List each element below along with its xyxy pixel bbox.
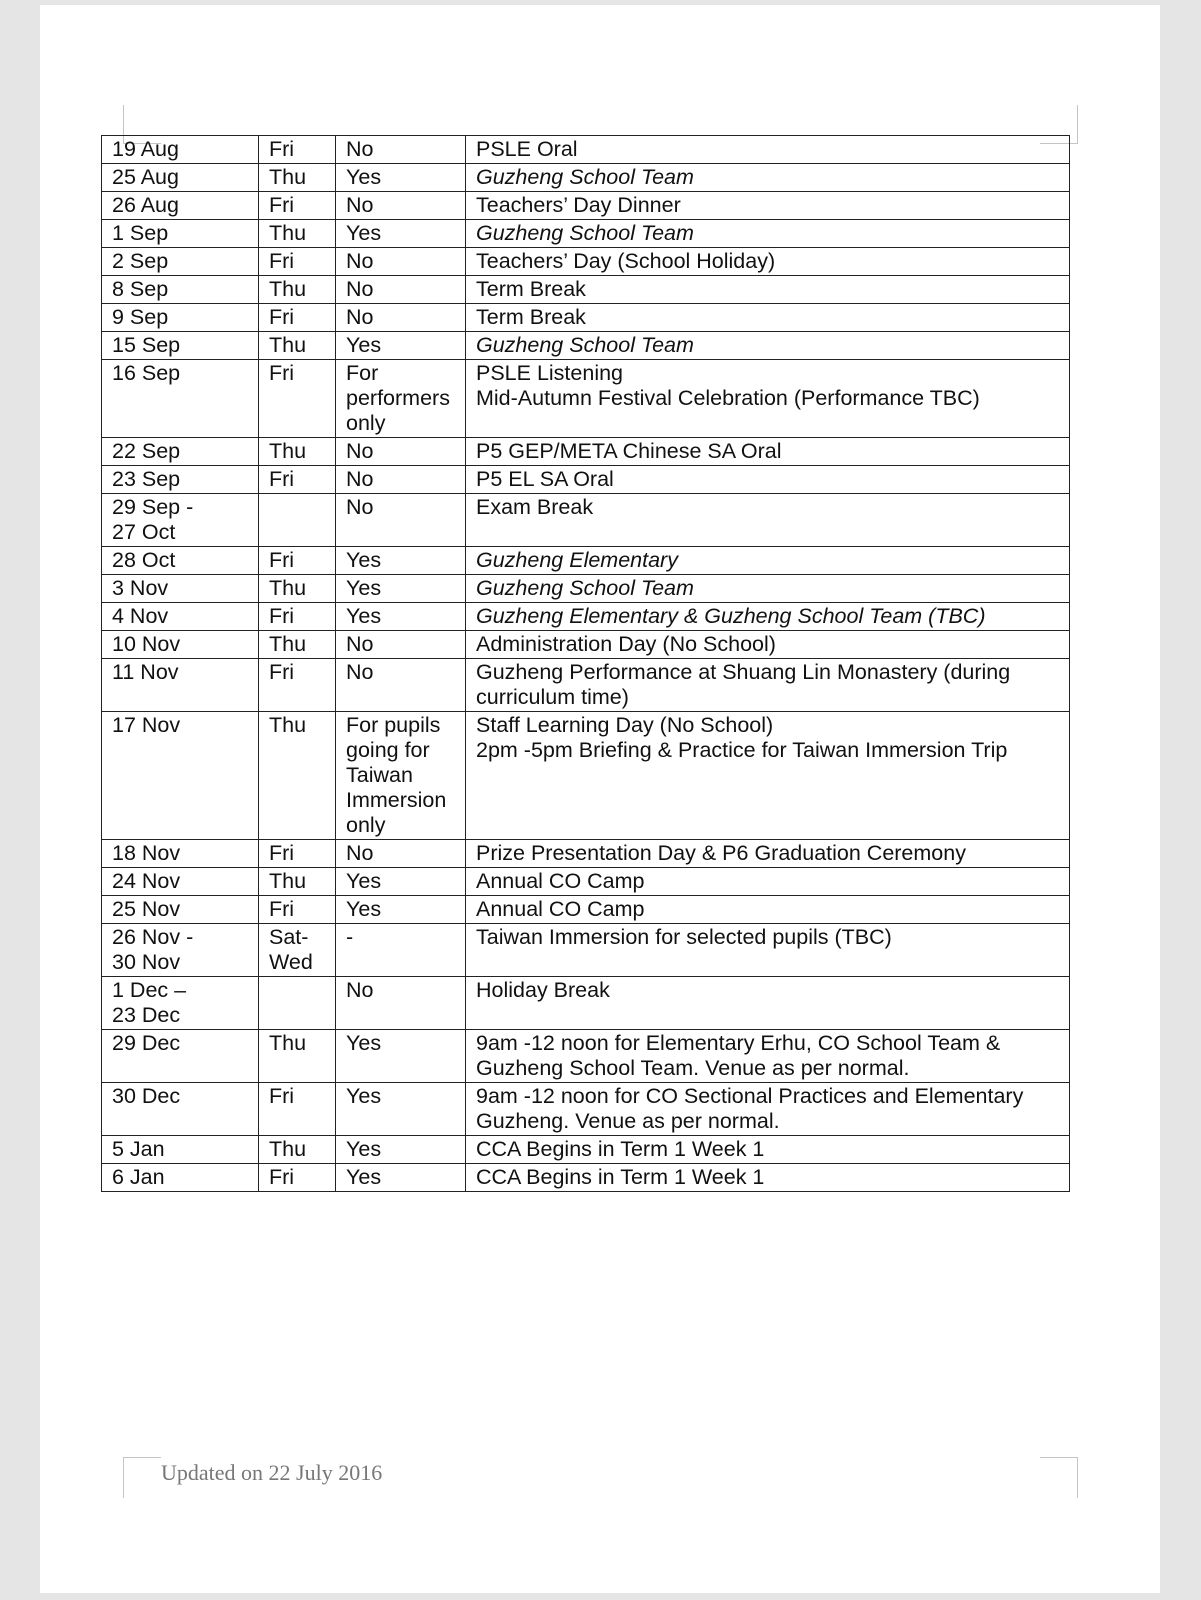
- day-cell: [259, 248, 336, 276]
- table-row: [102, 924, 1070, 977]
- date-cell-line: 16 Sep: [112, 361, 181, 385]
- event-cell-line: 2pm -5pm Briefing & Practice for Taiwan Immersion Trip: [476, 738, 1008, 762]
- date-cell: [102, 659, 259, 712]
- attendance-cell: [336, 438, 466, 466]
- schedule-table: [101, 135, 1070, 1192]
- day-cell: [259, 896, 336, 924]
- table-row: [102, 276, 1070, 304]
- day-cell: [259, 1136, 336, 1164]
- date-cell: [102, 164, 259, 192]
- event-cell-line: Term Break: [476, 305, 586, 329]
- day-cell: [259, 360, 336, 438]
- table-row: [102, 659, 1070, 712]
- attendance-cell: [336, 1164, 466, 1192]
- day-cell: [259, 631, 336, 659]
- event-cell-line: Guzheng. Venue as per normal.: [476, 1109, 780, 1133]
- date-cell-line: 2 Sep: [112, 249, 169, 273]
- day-cell: [259, 840, 336, 868]
- attendance-cell-line: going for: [346, 738, 430, 762]
- table-row: [102, 466, 1070, 494]
- table-row: [102, 332, 1070, 360]
- day-cell-line: Thu: [269, 632, 307, 656]
- date-cell-line: 28 Oct: [112, 548, 176, 572]
- event-cell: [466, 603, 1070, 631]
- event-cell-line: Taiwan Immersion for selected pupils (TBC): [476, 925, 892, 949]
- attendance-cell-line: Yes: [346, 1084, 382, 1108]
- event-cell: [466, 1083, 1070, 1136]
- day-cell-line: Thu: [269, 576, 307, 600]
- event-cell: [466, 659, 1070, 712]
- date-cell-line: 23 Dec: [112, 1003, 181, 1027]
- day-cell: [259, 547, 336, 575]
- day-cell: [259, 977, 336, 1030]
- attendance-cell: [336, 547, 466, 575]
- day-cell: [259, 494, 336, 547]
- date-cell: [102, 1083, 259, 1136]
- attendance-cell: [336, 164, 466, 192]
- date-cell: [102, 438, 259, 466]
- date-cell: [102, 248, 259, 276]
- date-cell: [102, 332, 259, 360]
- event-cell: [466, 977, 1070, 1030]
- attendance-cell: [336, 977, 466, 1030]
- attendance-cell: [336, 868, 466, 896]
- event-cell: [466, 547, 1070, 575]
- event-cell: [466, 712, 1070, 840]
- table-row: [102, 220, 1070, 248]
- table-row: [102, 136, 1070, 164]
- day-cell: [259, 712, 336, 840]
- attendance-cell: [336, 659, 466, 712]
- day-cell: [259, 659, 336, 712]
- day-cell-line: Fri: [269, 193, 295, 217]
- date-cell-line: 19 Aug: [112, 137, 179, 161]
- attendance-cell: [336, 332, 466, 360]
- date-cell-line: 22 Sep: [112, 439, 181, 463]
- attendance-cell-line: No: [346, 841, 374, 865]
- date-cell: [102, 136, 259, 164]
- event-cell: [466, 1164, 1070, 1192]
- event-cell-line: Guzheng School Team: [476, 165, 694, 189]
- event-cell-line: Prize Presentation Day & P6 Graduation Ceremony: [476, 841, 966, 865]
- attendance-cell-line: Yes: [346, 333, 382, 357]
- day-cell-line: Wed: [269, 950, 313, 974]
- event-cell-line: Guzheng School Team: [476, 333, 694, 357]
- event-cell-line: CCA Begins in Term 1 Week 1: [476, 1137, 765, 1161]
- attendance-cell-line: Yes: [346, 604, 382, 628]
- table-row: [102, 1083, 1070, 1136]
- day-cell: [259, 220, 336, 248]
- event-cell-line: Mid-Autumn Festival Celebration (Performance TBC): [476, 386, 980, 410]
- day-cell-line: Fri: [269, 361, 295, 385]
- event-cell-line: Guzheng School Team. Venue as per normal.: [476, 1056, 910, 1080]
- attendance-cell-line: No: [346, 632, 374, 656]
- day-cell: [259, 438, 336, 466]
- event-cell: [466, 1030, 1070, 1083]
- event-cell: [466, 896, 1070, 924]
- attendance-cell: [336, 220, 466, 248]
- attendance-cell-line: Yes: [346, 1031, 382, 1055]
- event-cell: [466, 220, 1070, 248]
- date-cell-line: 11 Nov: [112, 660, 179, 684]
- day-cell-line: Fri: [269, 305, 295, 329]
- day-cell: [259, 1030, 336, 1083]
- day-cell-line: Thu: [269, 333, 307, 357]
- event-cell: [466, 360, 1070, 438]
- attendance-cell-line: No: [346, 660, 374, 684]
- event-cell: [466, 192, 1070, 220]
- event-cell-line: Staff Learning Day (No School): [476, 713, 774, 737]
- day-cell-line: [269, 495, 325, 520]
- day-cell: [259, 466, 336, 494]
- event-cell-line: Term Break: [476, 277, 586, 301]
- event-cell-line: Holiday Break: [476, 978, 610, 1002]
- attendance-cell-line: Taiwan: [346, 763, 413, 787]
- day-cell-line: Thu: [269, 1137, 307, 1161]
- attendance-cell-line: For pupils: [346, 713, 441, 737]
- day-cell: [259, 575, 336, 603]
- day-cell-line: Sat-: [269, 925, 309, 949]
- table-row: [102, 164, 1070, 192]
- attendance-cell-line: For: [346, 361, 379, 385]
- table-row: [102, 896, 1070, 924]
- event-cell: [466, 332, 1070, 360]
- day-cell-line: Thu: [269, 1031, 307, 1055]
- event-cell-line: Annual CO Camp: [476, 897, 645, 921]
- table-row: [102, 248, 1070, 276]
- table-row: [102, 868, 1070, 896]
- table-row: [102, 494, 1070, 547]
- date-cell: [102, 603, 259, 631]
- day-cell: [259, 603, 336, 631]
- day-cell-line: Thu: [269, 713, 307, 737]
- event-cell-line: curriculum time): [476, 685, 629, 709]
- attendance-cell-line: No: [346, 249, 374, 273]
- day-cell: [259, 868, 336, 896]
- table-row: [102, 631, 1070, 659]
- date-cell: [102, 1136, 259, 1164]
- event-cell-line: Teachers’ Day (School Holiday): [476, 249, 776, 273]
- event-cell-line: Administration Day (No School): [476, 632, 776, 656]
- event-cell: [466, 868, 1070, 896]
- day-cell-line: Thu: [269, 221, 307, 245]
- attendance-cell: [336, 575, 466, 603]
- date-cell: [102, 868, 259, 896]
- event-cell: [466, 924, 1070, 977]
- attendance-cell-line: Yes: [346, 1165, 382, 1189]
- event-cell: [466, 494, 1070, 547]
- date-cell-line: 29 Sep -: [112, 495, 194, 519]
- date-cell: [102, 575, 259, 603]
- event-cell-line: Annual CO Camp: [476, 869, 645, 893]
- attendance-cell-line: No: [346, 439, 374, 463]
- table-row: [102, 438, 1070, 466]
- day-cell-line: Fri: [269, 548, 295, 572]
- table-row: [102, 840, 1070, 868]
- attendance-cell: [336, 192, 466, 220]
- attendance-cell: [336, 248, 466, 276]
- crop-mark-bottom-left: [123, 1457, 161, 1498]
- day-cell: [259, 1083, 336, 1136]
- date-cell-line: 8 Sep: [112, 277, 169, 301]
- event-cell: [466, 631, 1070, 659]
- date-cell-line: 30 Nov: [112, 950, 181, 974]
- date-cell-line: 27 Oct: [112, 520, 176, 544]
- attendance-cell: [336, 466, 466, 494]
- day-cell: [259, 924, 336, 977]
- day-cell-line: Thu: [269, 869, 307, 893]
- date-cell-line: 3 Nov: [112, 576, 169, 600]
- event-cell-line: Teachers’ Day Dinner: [476, 193, 681, 217]
- attendance-cell: [336, 1083, 466, 1136]
- attendance-cell-line: No: [346, 467, 374, 491]
- date-cell: [102, 547, 259, 575]
- attendance-cell: [336, 840, 466, 868]
- attendance-cell-line: No: [346, 193, 374, 217]
- attendance-cell-line: Yes: [346, 576, 382, 600]
- date-cell-line: 26 Aug: [112, 193, 179, 217]
- event-cell: [466, 136, 1070, 164]
- day-cell-line: Fri: [269, 841, 295, 865]
- date-cell-line: 25 Nov: [112, 897, 181, 921]
- attendance-cell-line: Yes: [346, 221, 382, 245]
- event-cell: [466, 276, 1070, 304]
- event-cell-line: P5 GEP/META Chinese SA Oral: [476, 439, 782, 463]
- attendance-cell: [336, 304, 466, 332]
- attendance-cell-line: only: [346, 813, 386, 837]
- attendance-cell: [336, 896, 466, 924]
- table-row: [102, 547, 1070, 575]
- schedule-body: [102, 136, 1070, 1192]
- table-row: [102, 977, 1070, 1030]
- day-cell-line: Fri: [269, 1165, 295, 1189]
- date-cell-line: 15 Sep: [112, 333, 181, 357]
- event-cell: [466, 304, 1070, 332]
- date-cell: [102, 896, 259, 924]
- date-cell-line: 1 Sep: [112, 221, 169, 245]
- table-row: [102, 603, 1070, 631]
- day-cell: [259, 304, 336, 332]
- date-cell-line: 6 Jan: [112, 1165, 165, 1189]
- day-cell: [259, 332, 336, 360]
- day-cell: [259, 164, 336, 192]
- event-cell-line: Guzheng Elementary & Guzheng School Team (TBC): [476, 604, 986, 628]
- attendance-cell: [336, 1030, 466, 1083]
- table-row: [102, 1030, 1070, 1083]
- day-cell-line: Thu: [269, 277, 307, 301]
- attendance-cell-line: performers: [346, 386, 450, 410]
- date-cell: [102, 360, 259, 438]
- attendance-cell-line: No: [346, 137, 374, 161]
- attendance-cell: [336, 276, 466, 304]
- updated-note: Updated on 22 July 2016: [161, 1460, 383, 1485]
- date-cell: [102, 192, 259, 220]
- table-row: [102, 712, 1070, 840]
- event-cell-line: CCA Begins in Term 1 Week 1: [476, 1165, 765, 1189]
- date-cell: [102, 304, 259, 332]
- date-cell-line: 5 Jan: [112, 1137, 165, 1161]
- date-cell-line: 17 Nov: [112, 713, 181, 737]
- attendance-cell-line: No: [346, 495, 374, 519]
- table-row: [102, 1164, 1070, 1192]
- attendance-cell-line: No: [346, 305, 374, 329]
- attendance-cell-line: Yes: [346, 897, 382, 921]
- date-cell: [102, 494, 259, 547]
- event-cell-line: Guzheng School Team: [476, 576, 694, 600]
- date-cell-line: 23 Sep: [112, 467, 181, 491]
- day-cell: [259, 136, 336, 164]
- attendance-cell-line: Yes: [346, 548, 382, 572]
- attendance-cell: [336, 712, 466, 840]
- event-cell: [466, 840, 1070, 868]
- day-cell-line: Fri: [269, 467, 295, 491]
- date-cell: [102, 466, 259, 494]
- attendance-cell: [336, 1136, 466, 1164]
- event-cell-line: PSLE Listening: [476, 361, 624, 385]
- attendance-cell-line: Yes: [346, 869, 382, 893]
- event-cell-line: PSLE Oral: [476, 137, 578, 161]
- date-cell-line: 29 Dec: [112, 1031, 181, 1055]
- date-cell: [102, 631, 259, 659]
- day-cell-line: Fri: [269, 1084, 295, 1108]
- table-row: [102, 192, 1070, 220]
- day-cell: [259, 1164, 336, 1192]
- date-cell: [102, 977, 259, 1030]
- day-cell-line: [269, 978, 325, 1003]
- date-cell: [102, 924, 259, 977]
- table-row: [102, 575, 1070, 603]
- date-cell-line: 1 Dec –: [112, 978, 187, 1002]
- date-cell-line: 4 Nov: [112, 604, 169, 628]
- attendance-cell: [336, 136, 466, 164]
- event-cell: [466, 575, 1070, 603]
- attendance-cell-line: Yes: [346, 1137, 382, 1161]
- attendance-cell-line: Yes: [346, 165, 382, 189]
- date-cell-line: 24 Nov: [112, 869, 181, 893]
- day-cell-line: Thu: [269, 439, 307, 463]
- table-row: [102, 1136, 1070, 1164]
- day-cell-line: Fri: [269, 249, 295, 273]
- date-cell-line: 30 Dec: [112, 1084, 181, 1108]
- event-cell-line: Exam Break: [476, 495, 594, 519]
- day-cell-line: Thu: [269, 165, 307, 189]
- event-cell: [466, 438, 1070, 466]
- event-cell-line: Guzheng Performance at Shuang Lin Monastery (during: [476, 660, 1011, 684]
- date-cell-line: 10 Nov: [112, 632, 181, 656]
- day-cell-line: Fri: [269, 660, 295, 684]
- event-cell: [466, 248, 1070, 276]
- date-cell: [102, 712, 259, 840]
- attendance-cell: [336, 494, 466, 547]
- table-row: [102, 304, 1070, 332]
- attendance-cell: [336, 924, 466, 977]
- event-cell: [466, 1136, 1070, 1164]
- crop-mark-bottom-right: [1040, 1457, 1078, 1498]
- date-cell-line: 26 Nov -: [112, 925, 194, 949]
- attendance-cell-line: No: [346, 978, 374, 1002]
- event-cell: [466, 466, 1070, 494]
- event-cell-line: 9am -12 noon for Elementary Erhu, CO School Team &: [476, 1031, 1001, 1055]
- date-cell: [102, 840, 259, 868]
- date-cell-line: 25 Aug: [112, 165, 179, 189]
- event-cell: [466, 164, 1070, 192]
- date-cell-line: 9 Sep: [112, 305, 169, 329]
- event-cell-line: Guzheng Elementary: [476, 548, 678, 572]
- attendance-cell-line: only: [346, 411, 386, 435]
- event-cell-line: 9am -12 noon for CO Sectional Practices and Elementary: [476, 1084, 1024, 1108]
- attendance-cell: [336, 603, 466, 631]
- date-cell: [102, 1164, 259, 1192]
- day-cell: [259, 192, 336, 220]
- attendance-cell-line: -: [346, 925, 354, 949]
- date-cell: [102, 1030, 259, 1083]
- attendance-cell-line: Immersion: [346, 788, 447, 812]
- attendance-cell-line: No: [346, 277, 374, 301]
- attendance-cell: [336, 360, 466, 438]
- date-cell: [102, 276, 259, 304]
- date-cell: [102, 220, 259, 248]
- day-cell: [259, 276, 336, 304]
- date-cell-line: 18 Nov: [112, 841, 181, 865]
- event-cell-line: P5 EL SA Oral: [476, 467, 614, 491]
- table-row: [102, 360, 1070, 438]
- day-cell-line: Fri: [269, 137, 295, 161]
- attendance-cell: [336, 631, 466, 659]
- event-cell-line: Guzheng School Team: [476, 221, 694, 245]
- day-cell-line: Fri: [269, 604, 295, 628]
- day-cell-line: Fri: [269, 897, 295, 921]
